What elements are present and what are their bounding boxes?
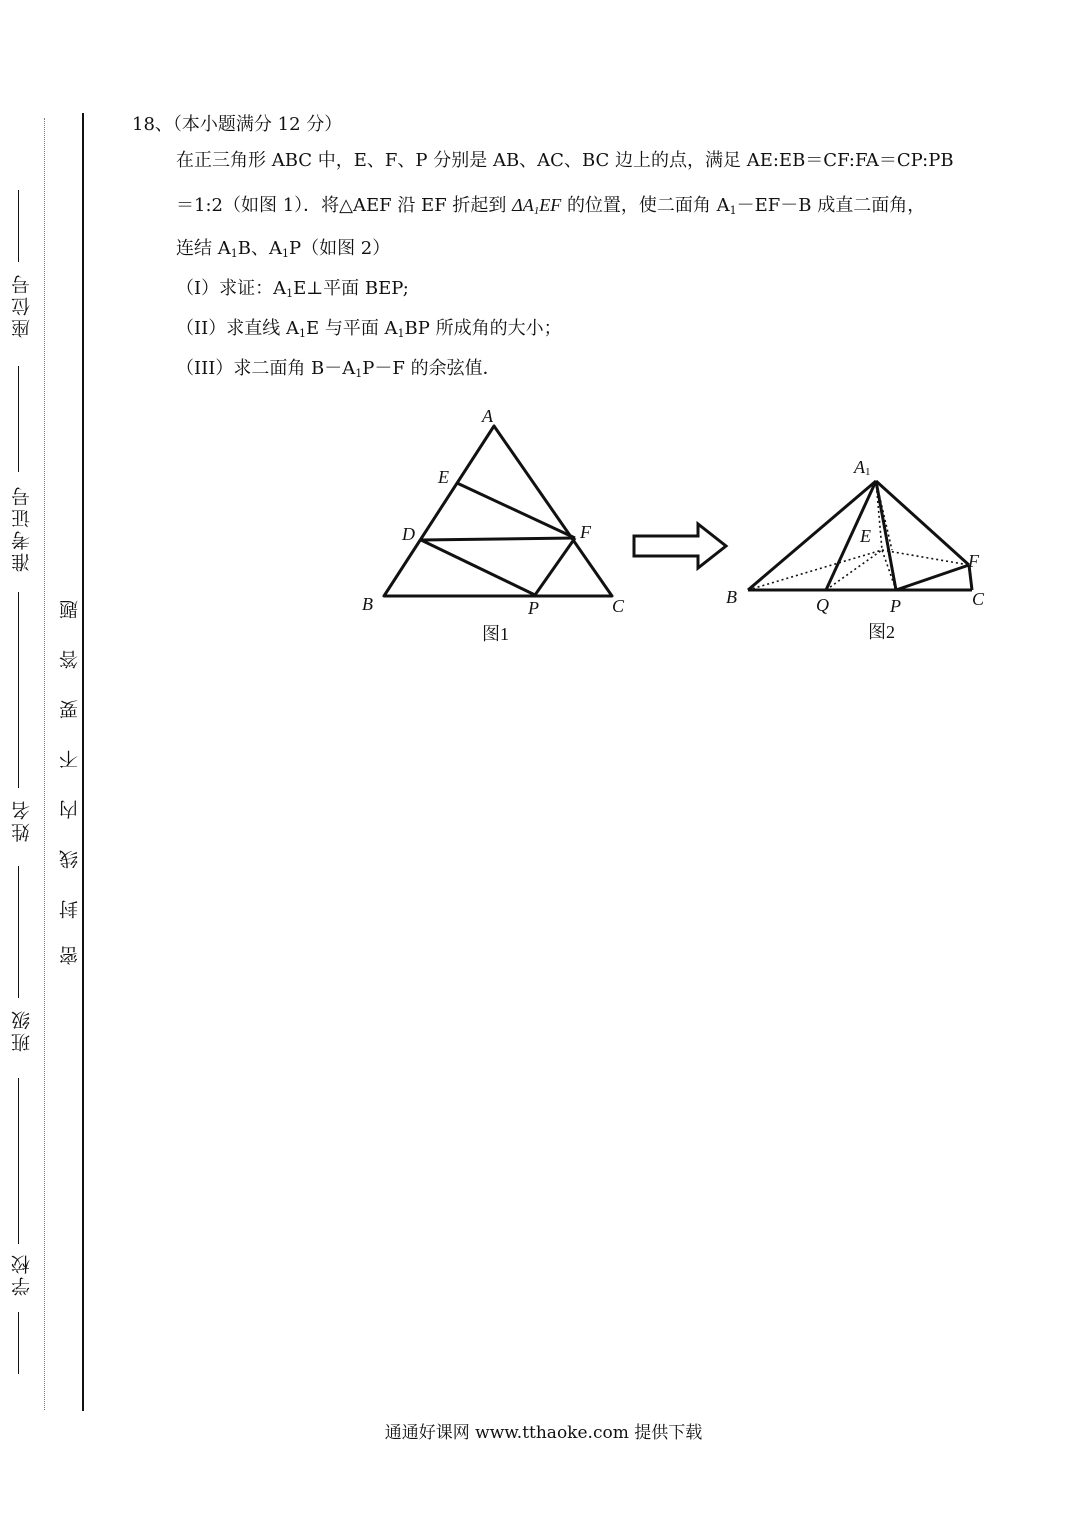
label-f: F bbox=[968, 551, 979, 571]
binding-dotted-line bbox=[44, 118, 45, 1410]
figure-1 bbox=[350, 400, 650, 650]
field-line bbox=[18, 1312, 19, 1374]
label-b: B bbox=[362, 594, 373, 614]
label-a1: A1 bbox=[854, 457, 871, 478]
field-line bbox=[18, 866, 19, 998]
figure-2-caption: 图2 bbox=[868, 622, 895, 642]
label-e: E bbox=[438, 467, 449, 487]
exam-number-label: 准考证号 bbox=[11, 484, 33, 572]
question-line-1: 在正三角形 ABC 中，E、F、P 分别是 AB、AC、BC 边上的点，满足 AE:EB＝CF:FA＝CP:PB bbox=[176, 150, 954, 171]
seal-char: 封 bbox=[59, 900, 81, 919]
arrow-icon bbox=[630, 520, 730, 572]
field-line bbox=[18, 1078, 19, 1244]
label-c: C bbox=[612, 596, 625, 616]
name-label: 姓名 bbox=[11, 798, 33, 842]
school-label: 学校 bbox=[11, 1252, 33, 1296]
label-p: P bbox=[890, 596, 901, 616]
field-line bbox=[18, 190, 19, 262]
seal-char: 要 bbox=[59, 700, 81, 719]
seat-number-label: 座位号 bbox=[11, 272, 33, 338]
label-c: C bbox=[972, 589, 985, 609]
segment-pf bbox=[896, 565, 969, 590]
question-header bbox=[132, 110, 342, 136]
triangle-abc bbox=[384, 426, 612, 596]
footer-credit: 通通好课网 www.tthaoke.com 提供下载 bbox=[384, 1423, 703, 1443]
question-line-3: 连结 $A_1B$、$A_1P$（如图 2） bbox=[176, 238, 391, 260]
question-part-3: （III）求二面角 $B-A_1P-F$ 的余弦值． bbox=[176, 358, 501, 380]
segment-dp bbox=[421, 540, 535, 595]
dashed-be bbox=[748, 550, 882, 590]
question-line-2: ＝1:2（如图 1）．将△AEF 沿 EF 折起到 $\Delta A_1EF$ 的位置，使二面角 $A_1-EF-B$ 成直二面角， bbox=[176, 195, 926, 217]
label-b: B bbox=[726, 587, 737, 607]
label-e: E bbox=[860, 526, 871, 546]
label-p: P bbox=[528, 598, 539, 618]
question-part-1: （Ⅰ）求证：$A_1E\perp$平面 BEP; bbox=[176, 278, 409, 300]
label-a: A bbox=[482, 406, 493, 426]
seal-char: 线 bbox=[59, 850, 81, 869]
seal-char: 内 bbox=[59, 800, 81, 819]
segment-ef bbox=[457, 483, 575, 538]
label-f: F bbox=[580, 522, 591, 542]
seal-char: 不 bbox=[59, 750, 81, 769]
label-q: Q bbox=[816, 595, 829, 615]
segment-pf bbox=[535, 538, 575, 595]
seal-char: 题 bbox=[59, 600, 81, 619]
segment-a1b bbox=[748, 481, 876, 590]
figure-2 bbox=[720, 455, 1000, 650]
figure-1-caption: 图1 bbox=[482, 624, 509, 644]
question-number: 18、 bbox=[132, 114, 173, 135]
label-d: D bbox=[402, 524, 415, 544]
math-triangle: $\Delta A_1EF$ bbox=[512, 195, 562, 217]
class-label: 班级 bbox=[11, 1008, 33, 1052]
field-line bbox=[18, 366, 19, 472]
segment-df bbox=[421, 538, 575, 540]
field-line bbox=[18, 592, 19, 788]
seal-char: 密 bbox=[59, 946, 81, 965]
question-part-2: （II）求直线 $A_1E$ 与平面 $A_1BP$ 所成角的大小； bbox=[176, 318, 562, 340]
seal-char: 答 bbox=[59, 650, 81, 669]
question-points: （本小题满分 12 分） bbox=[172, 114, 343, 135]
